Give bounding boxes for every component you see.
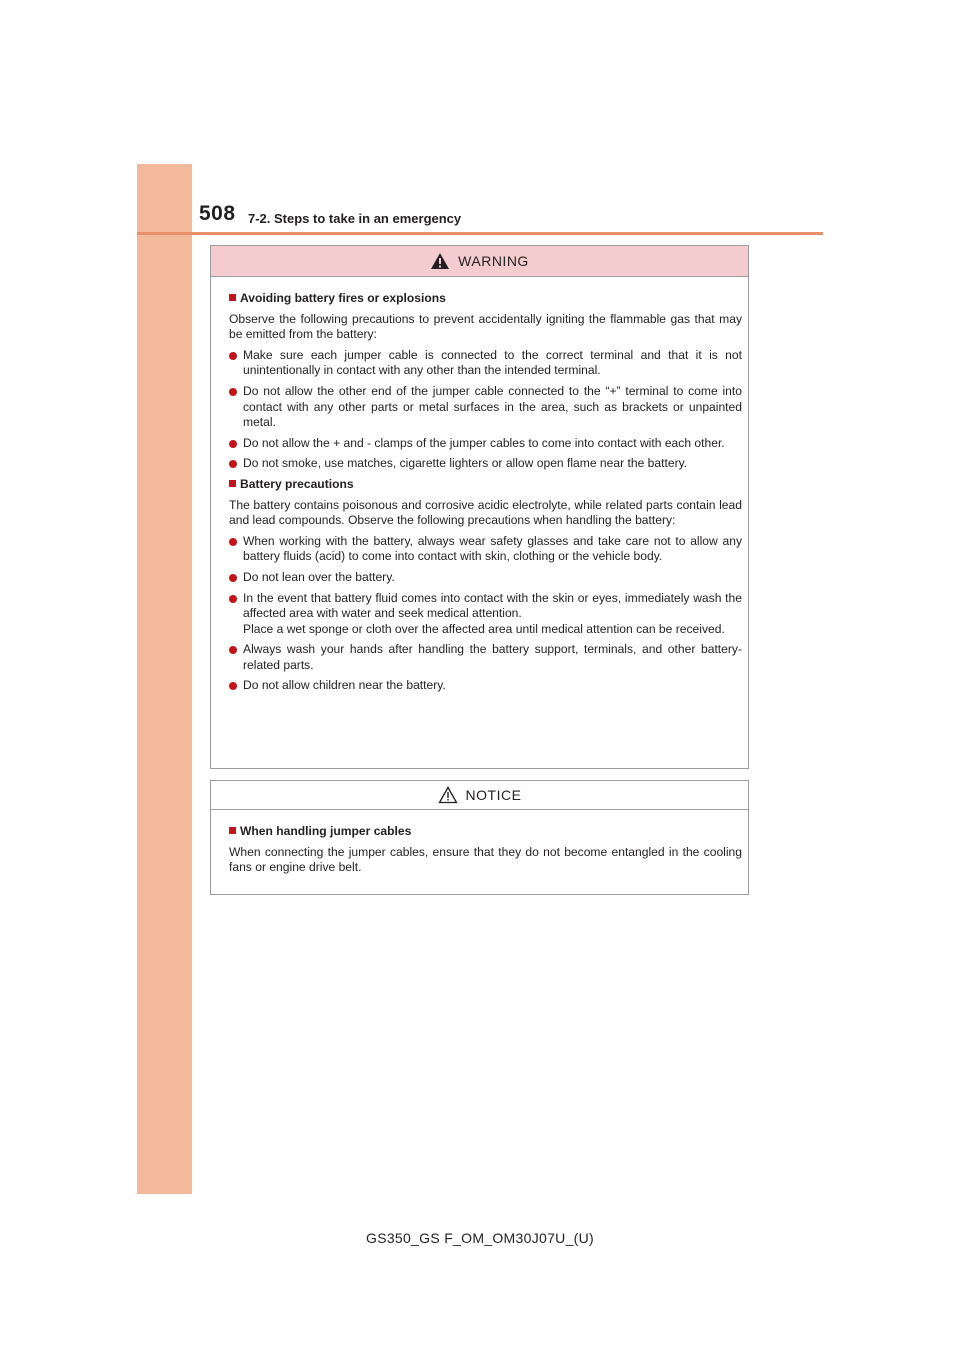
warning-label: WARNING — [458, 253, 529, 269]
bullet-dot-icon — [229, 682, 237, 690]
bullet-dot-icon — [229, 595, 237, 603]
section-heading: Battery precautions — [229, 477, 742, 493]
bullet-dot-icon — [229, 574, 237, 582]
list-item: Do not allow the + and - clamps of the jumper cables to come into contact with each other. — [229, 436, 742, 452]
page-number: 508 — [199, 202, 236, 225]
list-item: Do not smoke, use matches, cigarette lighters or allow open flame near the battery. — [229, 456, 742, 472]
bullet-dot-icon — [229, 646, 237, 654]
section-intro: Observe the following precautions to prevent accidentally igniting the flammable gas that may be emitted from the battery: — [229, 311, 742, 342]
bullet-list — [229, 348, 742, 472]
warning-body — [211, 277, 748, 694]
bullet-dot-icon — [229, 352, 237, 360]
warning-triangle-icon — [430, 252, 450, 270]
list-item: Do not allow the other end of the jumper cable connected to the “+” terminal to come into contact with any other parts or metal surfaces in the area, such as brackets or unpainted metal. — [229, 384, 742, 431]
notice-label: NOTICE — [465, 787, 522, 803]
list-item: Do not allow children near the battery. — [229, 678, 742, 694]
section-heading: Avoiding battery fires or explosions — [229, 291, 742, 307]
notice-text: When connecting the jumper cables, ensure that they do not become entangled in the cooling fans or engine drive belt. — [229, 844, 742, 875]
section-title: 7-2. Steps to take in an emergency — [248, 211, 462, 226]
list-item: When working with the battery, always wear safety glasses and take care not to allow any battery fluids (acid) to come into contact with skin, clothing or the vehicle body. — [229, 534, 742, 565]
notice-heading: When handling jumper cables — [229, 824, 742, 840]
notice-header — [211, 781, 748, 810]
notice-box — [210, 780, 749, 895]
chapter-sidebar-tab — [137, 164, 192, 1194]
bullet-dot-icon — [229, 538, 237, 546]
list-item: Always wash your hands after handling the battery support, terminals, and other battery-related parts. — [229, 642, 742, 673]
list-item: Do not lean over the battery. — [229, 570, 742, 586]
warning-header — [211, 246, 748, 277]
header-rule — [137, 232, 823, 235]
notice-body — [211, 810, 748, 876]
square-bullet-icon — [229, 827, 236, 834]
bullet-dot-icon — [229, 460, 237, 468]
bullet-dot-icon — [229, 440, 237, 448]
document-code-footer: GS350_GS F_OM_OM30J07U_(U) — [366, 1230, 594, 1246]
square-bullet-icon — [229, 480, 236, 487]
warning-box — [210, 245, 749, 769]
square-bullet-icon — [229, 294, 236, 301]
bullet-list — [229, 534, 742, 694]
caution-triangle-icon — [438, 786, 458, 804]
bullet-dot-icon — [229, 388, 237, 396]
list-item: Make sure each jumper cable is connected to the correct terminal and that it is not unintentionally in contact with any other than the intended terminal. — [229, 348, 742, 379]
section-intro: The battery contains poisonous and corrosive acidic electrolyte, while related parts contain lead and lead compounds. Observe the following precautions when handling the battery: — [229, 497, 742, 528]
list-item: In the event that battery fluid comes into contact with the skin or eyes, immediately wash the affected area with water and seek medical attention. Place a wet sponge or cloth over the affected area until medical attention can be received. — [229, 591, 742, 638]
